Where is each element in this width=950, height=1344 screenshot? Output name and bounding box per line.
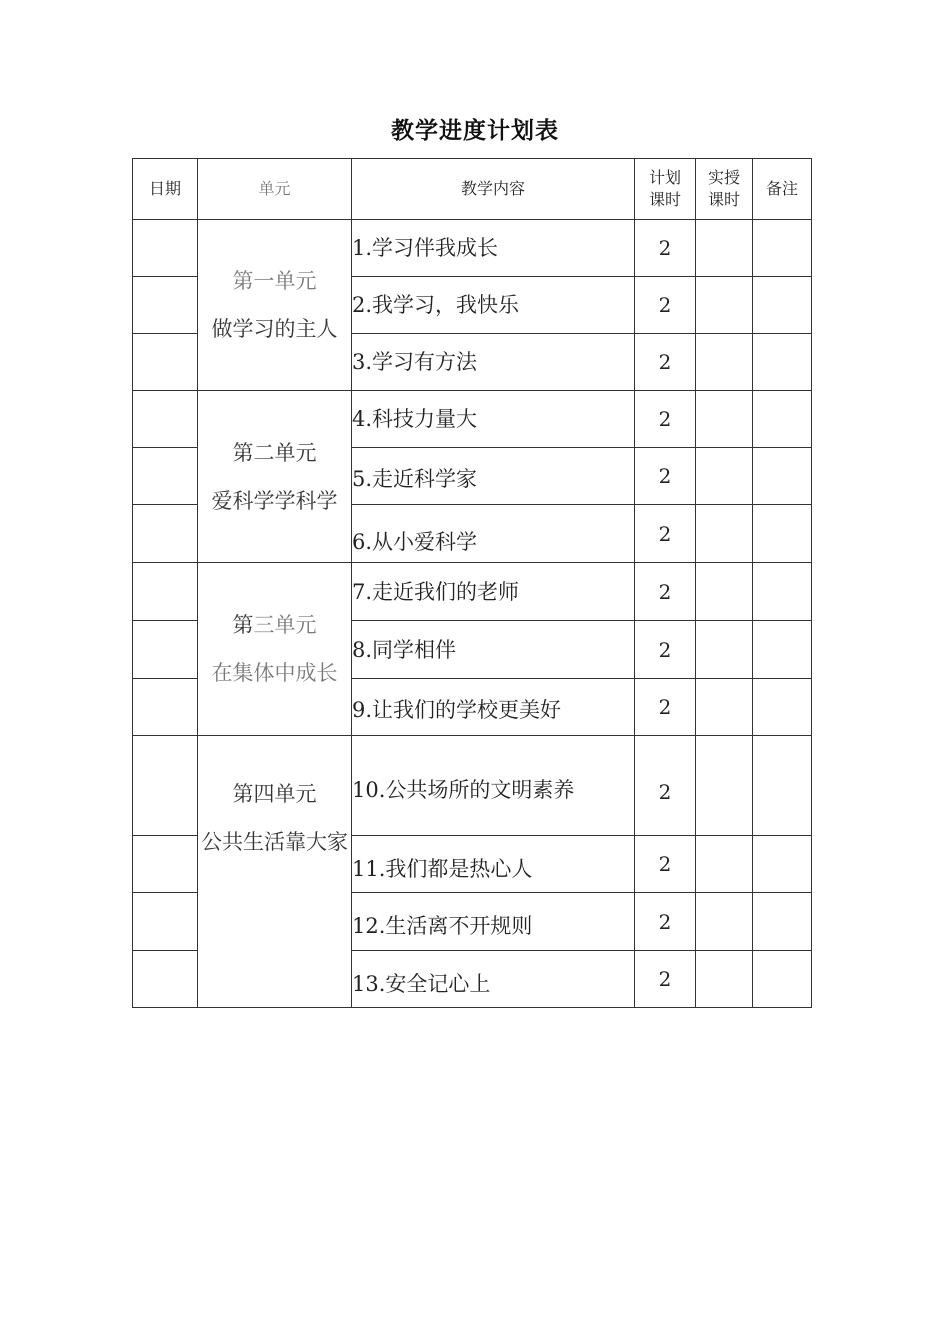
date-cell[interactable] — [133, 893, 198, 951]
actual-hours-cell[interactable] — [696, 505, 753, 563]
actual-hours-cell[interactable] — [696, 391, 753, 448]
table-row — [133, 220, 812, 277]
notes-cell[interactable] — [753, 563, 812, 621]
lesson-title: 1.学习伴我成长 — [352, 220, 635, 277]
notes-cell[interactable] — [753, 893, 812, 951]
planned-hours-header: 计划 课时 — [635, 159, 696, 220]
planned-hours: 2 — [635, 220, 696, 277]
lesson-title: 6.从小爱科学 — [352, 505, 635, 563]
planned-hours: 2 — [635, 736, 696, 836]
actual-hours-cell[interactable] — [696, 951, 753, 1008]
notes-cell[interactable] — [753, 505, 812, 563]
date-cell[interactable] — [133, 951, 198, 1008]
lesson-title: 9.让我们的学校更美好 — [352, 679, 635, 736]
content-header: 教学内容 — [352, 159, 635, 220]
notes-cell[interactable] — [753, 679, 812, 736]
planned-hours: 2 — [635, 277, 696, 334]
date-cell[interactable] — [133, 736, 198, 836]
unit-cell: 第四单元 公共生活靠大家 — [198, 736, 352, 1008]
planned-hours: 2 — [635, 391, 696, 448]
actual-hours-cell[interactable] — [696, 220, 753, 277]
date-cell[interactable] — [133, 836, 198, 893]
date-cell[interactable] — [133, 391, 198, 448]
actual-hours-header: 实授 课时 — [696, 159, 753, 220]
notes-cell[interactable] — [753, 951, 812, 1008]
planned-hours: 2 — [635, 893, 696, 951]
lesson-title: 5.走近科学家 — [352, 448, 635, 505]
planned-hours: 2 — [635, 563, 696, 621]
notes-cell[interactable] — [753, 334, 812, 391]
lesson-title: 4.科技力量大 — [352, 391, 635, 448]
unit-cell: 第二单元 爱科学学科学 — [198, 391, 352, 563]
date-cell[interactable] — [133, 505, 198, 563]
notes-cell[interactable] — [753, 448, 812, 505]
planned-hours: 2 — [635, 448, 696, 505]
actual-hours-cell[interactable] — [696, 679, 753, 736]
actual-hours-cell[interactable] — [696, 334, 753, 391]
actual-hours-cell[interactable] — [696, 836, 753, 893]
lesson-title: 8.同学相伴 — [352, 621, 635, 679]
lesson-title: 12.生活离不开规则 — [352, 893, 635, 951]
unit-header: 单元 — [198, 159, 352, 220]
unit-cell: 第三单元 在集体中成长 — [198, 563, 352, 736]
actual-hours-cell[interactable] — [696, 736, 753, 836]
table-row — [133, 563, 812, 621]
lesson-title: 3.学习有方法 — [352, 334, 635, 391]
lesson-title: 11.我们都是热心人 — [352, 836, 635, 893]
planned-hours: 2 — [635, 621, 696, 679]
date-cell[interactable] — [133, 679, 198, 736]
actual-hours-cell[interactable] — [696, 448, 753, 505]
notes-cell[interactable] — [753, 736, 812, 836]
planned-hours: 2 — [635, 679, 696, 736]
lesson-title: 10.公共场所的文明素养 — [352, 736, 635, 836]
date-cell[interactable] — [133, 277, 198, 334]
table-row — [133, 391, 812, 448]
actual-hours-cell[interactable] — [696, 621, 753, 679]
planned-hours: 2 — [635, 836, 696, 893]
date-header: 日期 — [133, 159, 198, 220]
teaching-schedule-table — [132, 158, 812, 1008]
actual-hours-cell[interactable] — [696, 277, 753, 334]
page-title: 教学进度计划表 — [391, 118, 559, 144]
actual-hours-cell[interactable] — [696, 893, 753, 951]
notes-cell[interactable] — [753, 391, 812, 448]
date-cell[interactable] — [133, 220, 198, 277]
planned-hours: 2 — [635, 334, 696, 391]
header-row — [133, 159, 812, 220]
notes-cell[interactable] — [753, 836, 812, 893]
date-cell[interactable] — [133, 563, 198, 621]
date-cell[interactable] — [133, 621, 198, 679]
lesson-title: 2.我学习，我快乐 — [352, 277, 635, 334]
planned-hours: 2 — [635, 951, 696, 1008]
notes-cell[interactable] — [753, 220, 812, 277]
actual-hours-cell[interactable] — [696, 563, 753, 621]
lesson-title: 13.安全记心上 — [352, 951, 635, 1008]
lesson-title: 7.走近我们的老师 — [352, 563, 635, 621]
date-cell[interactable] — [133, 334, 198, 391]
table-row — [133, 736, 812, 836]
notes-header: 备注 — [753, 159, 812, 220]
notes-cell[interactable] — [753, 277, 812, 334]
unit-cell: 第一单元 做学习的主人 — [198, 220, 352, 391]
date-cell[interactable] — [133, 448, 198, 505]
planned-hours: 2 — [635, 505, 696, 563]
notes-cell[interactable] — [753, 621, 812, 679]
